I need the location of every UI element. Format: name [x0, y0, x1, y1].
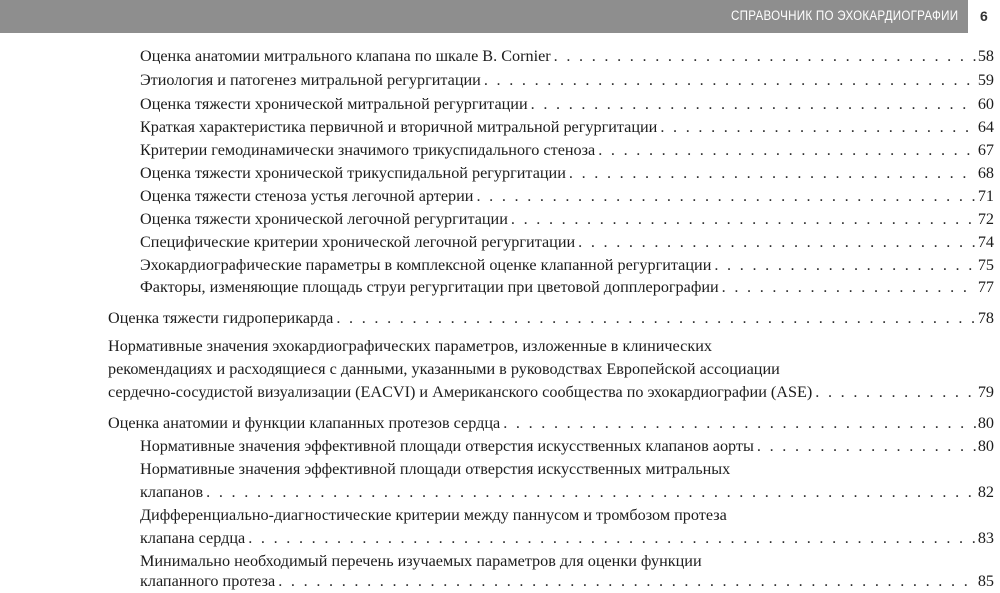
toc-entry-page: 64 — [977, 118, 994, 136]
dot-leader — [595, 139, 976, 161]
toc-entry-title-line[interactable]: Дифференциально-диагностические критерии между паннусом и тромбозом протеза — [140, 506, 727, 524]
toc-entry-title: Эхокардиографические параметры в комплексной оценке клапанной регургитации — [140, 256, 712, 274]
toc-entry-title: Краткая характеристика первичной и вторичной митральной регургитации — [140, 118, 658, 136]
toc-entry-title-line[interactable]: Минимально необходимый перечень изучаемых параметров для оценки функции — [140, 552, 702, 570]
toc-entry-title-line[interactable]: Нормативные значения эффективной площади отверстия искусственных митральных — [140, 460, 731, 478]
dot-leader — [473, 185, 975, 207]
dot-leader — [719, 276, 976, 298]
toc-entry-page: 75 — [977, 256, 994, 274]
dot-leader — [754, 435, 976, 457]
toc-entry[interactable] — [140, 93, 994, 115]
toc-entry[interactable] — [108, 412, 994, 434]
dot-leader — [275, 570, 976, 592]
dot-leader — [551, 45, 976, 67]
toc-entry-page: 85 — [977, 572, 994, 590]
toc-entry-title-line[interactable]: Нормативные значения эхокардиографических параметров, изложенные в клинических — [108, 337, 712, 355]
toc-entry-title: Оценка тяжести гидроперикарда — [108, 309, 334, 327]
toc-entry-title: Специфические критерии хронической легочной регургитации — [140, 233, 576, 251]
toc-entry-title: Оценка тяжести стеноза устья легочной артерии — [140, 187, 474, 205]
toc-entry[interactable] — [140, 162, 994, 184]
toc-entry-page: 83 — [977, 529, 994, 547]
toc-entry-page: 82 — [977, 483, 994, 501]
toc-entry-page: 58 — [977, 47, 994, 65]
toc-entry-title: Факторы, изменяющие площадь струи регургитации при цветовой допплерографии — [140, 278, 719, 296]
toc-entry-page: 80 — [977, 414, 994, 432]
toc-entry-title: клапана сердца — [140, 529, 246, 547]
toc-entry-title: клапанного протеза — [140, 572, 276, 590]
toc-entry-page: 72 — [977, 210, 994, 228]
dot-leader — [657, 116, 976, 138]
toc-entry-title: Нормативные значения эффективной площади отверстия искусственных клапанов аорты — [140, 437, 754, 455]
toc-entry-page: 79 — [977, 383, 994, 401]
dot-leader — [245, 527, 976, 549]
toc-entry[interactable] — [140, 116, 994, 138]
toc-entry-page: 67 — [977, 141, 994, 159]
toc-entry-title: Оценка анатомии и функции клапанных протезов сердца — [108, 414, 501, 432]
running-header-title: СПРАВОЧНИК ПО ЭХОКАРДИОГРАФИИ — [730, 8, 958, 23]
toc-entry-page: 78 — [977, 309, 994, 327]
toc-entry[interactable] — [108, 381, 994, 403]
dot-leader — [333, 307, 975, 329]
page-number: 6 — [980, 8, 988, 24]
toc-entry[interactable] — [140, 570, 994, 592]
toc-entry-title: Оценка тяжести хронической легочной регургитации — [140, 210, 508, 228]
toc-entry[interactable] — [140, 254, 994, 276]
toc-entry-page: 80 — [977, 437, 994, 455]
toc-entry-title: сердечно-сосудистой визуализации (EACVI) и Американского сообщества по эхокардиографии (ASE) — [108, 383, 813, 401]
dot-leader — [203, 481, 976, 503]
toc-entry-title: Этиология и патогенез митральной регургитации — [140, 71, 481, 89]
toc-entry-title: Оценка анатомии митрального клапана по шкале B. Cornier — [140, 47, 551, 65]
toc-entry-page: 60 — [977, 95, 994, 113]
dot-leader — [500, 412, 976, 434]
toc-entry-page: 74 — [977, 233, 994, 251]
toc-entry-title: Оценка тяжести хронической трикуспидальной регургитации — [140, 164, 566, 182]
toc-entry-title: клапанов — [140, 483, 204, 501]
dot-leader — [508, 208, 976, 230]
toc-entry[interactable] — [140, 276, 994, 298]
toc-entry[interactable] — [140, 435, 994, 457]
toc-entry-page: 59 — [977, 71, 994, 89]
dot-leader — [575, 231, 976, 253]
dot-leader — [566, 162, 976, 184]
toc-entry[interactable] — [140, 208, 994, 230]
dot-leader — [812, 381, 976, 403]
dot-leader — [528, 93, 976, 115]
toc-entry[interactable] — [140, 185, 994, 207]
toc-entry-title-line[interactable]: рекомендациях и расходящиеся с данными, указанными в руководствах Европейской ассоциации — [108, 360, 780, 378]
toc-entry-page: 77 — [977, 278, 994, 296]
toc-entry-page: 71 — [977, 187, 994, 205]
toc-entry-title: Оценка тяжести хронической митральной регургитации — [140, 95, 528, 113]
toc-entry[interactable] — [108, 307, 994, 329]
toc-entry[interactable] — [140, 481, 994, 503]
toc-entry[interactable] — [140, 139, 994, 161]
toc-entry-title: Критерии гемодинамически значимого трикуспидального стеноза — [140, 141, 596, 159]
toc-entry[interactable] — [140, 527, 994, 549]
toc-entry[interactable] — [140, 231, 994, 253]
toc-entry[interactable] — [140, 45, 994, 67]
toc-entry[interactable] — [140, 69, 994, 91]
toc-entry-page: 68 — [977, 164, 994, 182]
dot-leader — [711, 254, 975, 276]
dot-leader — [481, 69, 976, 91]
